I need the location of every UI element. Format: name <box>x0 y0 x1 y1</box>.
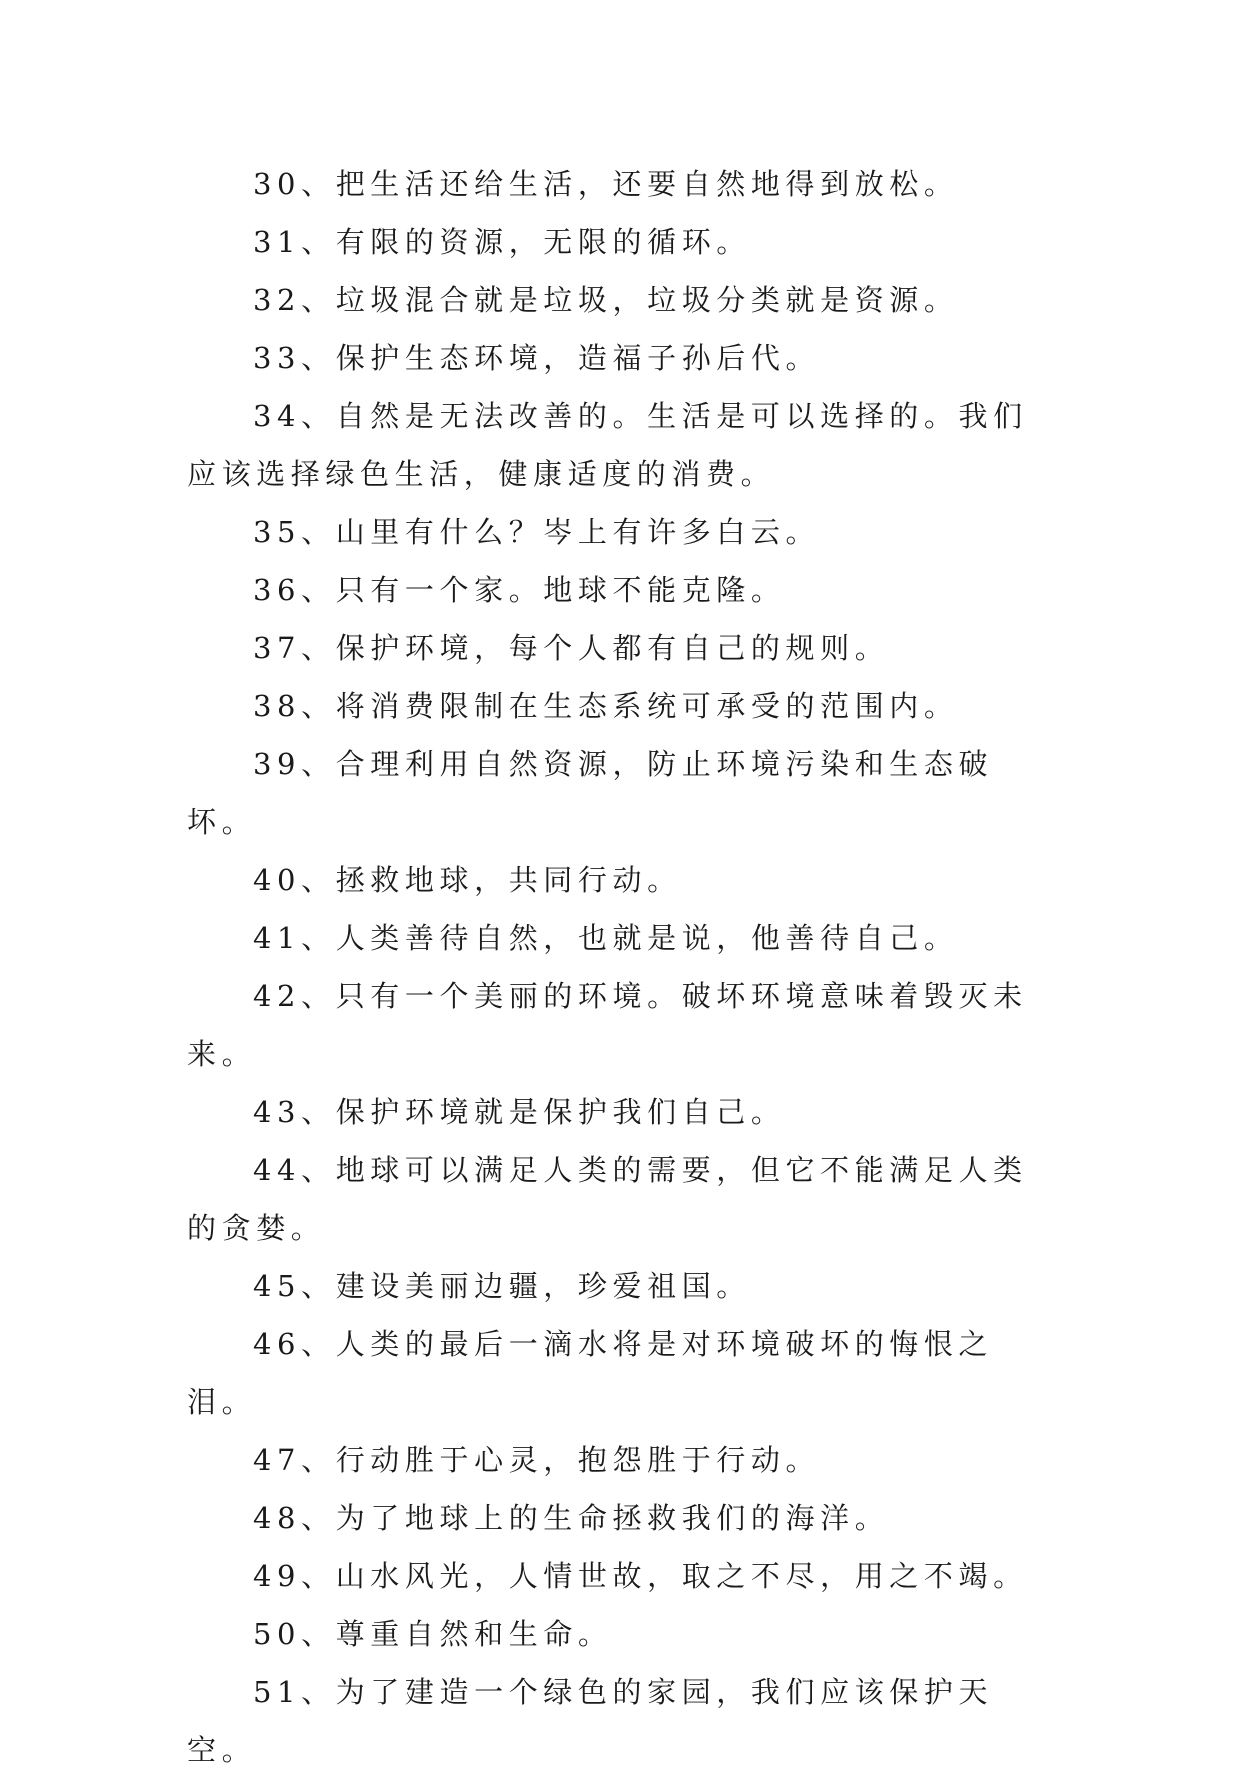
paragraph-36: 36、只有一个家。地球不能克隆。 <box>253 573 786 607</box>
paragraph-51: 51、为了建造一个绿色的家园，我们应该保护天空。 <box>187 1675 994 1767</box>
paragraph-46: 46、人类的最后一滴水将是对环境破坏的悔恨之泪。 <box>187 1327 994 1419</box>
paragraph-50: 50、尊重自然和生命。 <box>253 1617 613 1651</box>
paragraph-48: 48、为了地球上的生命拯救我们的海洋。 <box>253 1501 890 1535</box>
paragraph-42: 42、只有一个美丽的环境。破坏环境意味着毁灭未来。 <box>187 979 1028 1071</box>
paragraph-37: 37、保护环境，每个人都有自己的规则。 <box>253 631 890 665</box>
paragraph-32: 32、垃圾混合就是垃圾，垃圾分类就是资源。 <box>253 283 959 317</box>
paragraph-31: 31、有限的资源，无限的循环。 <box>253 225 751 259</box>
paragraph-43: 43、保护环境就是保护我们自己。 <box>253 1095 786 1129</box>
paragraph-34: 34、自然是无法改善的。生活是可以选择的。我们应该选择绿色生活，健康适度的消费。 <box>187 399 1028 491</box>
paragraph-44: 44、地球可以满足人类的需要，但它不能满足人类的贪婪。 <box>187 1153 1028 1245</box>
paragraph-40: 40、拯救地球，共同行动。 <box>253 863 682 897</box>
paragraph-39: 39、合理利用自然资源，防止环境污染和生态破坏。 <box>187 747 994 839</box>
paragraph-30: 30、把生活还给生活，还要自然地得到放松。 <box>253 167 959 201</box>
paragraph-41: 41、人类善待自然，也就是说，他善待自己。 <box>253 921 959 955</box>
document-body <box>187 155 1057 1779</box>
paragraph-45: 45、建设美丽边疆，珍爱祖国。 <box>253 1269 751 1303</box>
paragraph-38: 38、将消费限制在生态系统可承受的范围内。 <box>253 689 959 723</box>
paragraph-47: 47、行动胜于心灵，抱怨胜于行动。 <box>253 1443 821 1477</box>
paragraph-35: 35、山里有什么？岑上有许多白云。 <box>253 515 821 549</box>
paragraph-33: 33、保护生态环境，造福子孙后代。 <box>253 341 821 375</box>
paragraph-49: 49、山水风光，人情世故，取之不尽，用之不竭。 <box>253 1559 1028 1593</box>
